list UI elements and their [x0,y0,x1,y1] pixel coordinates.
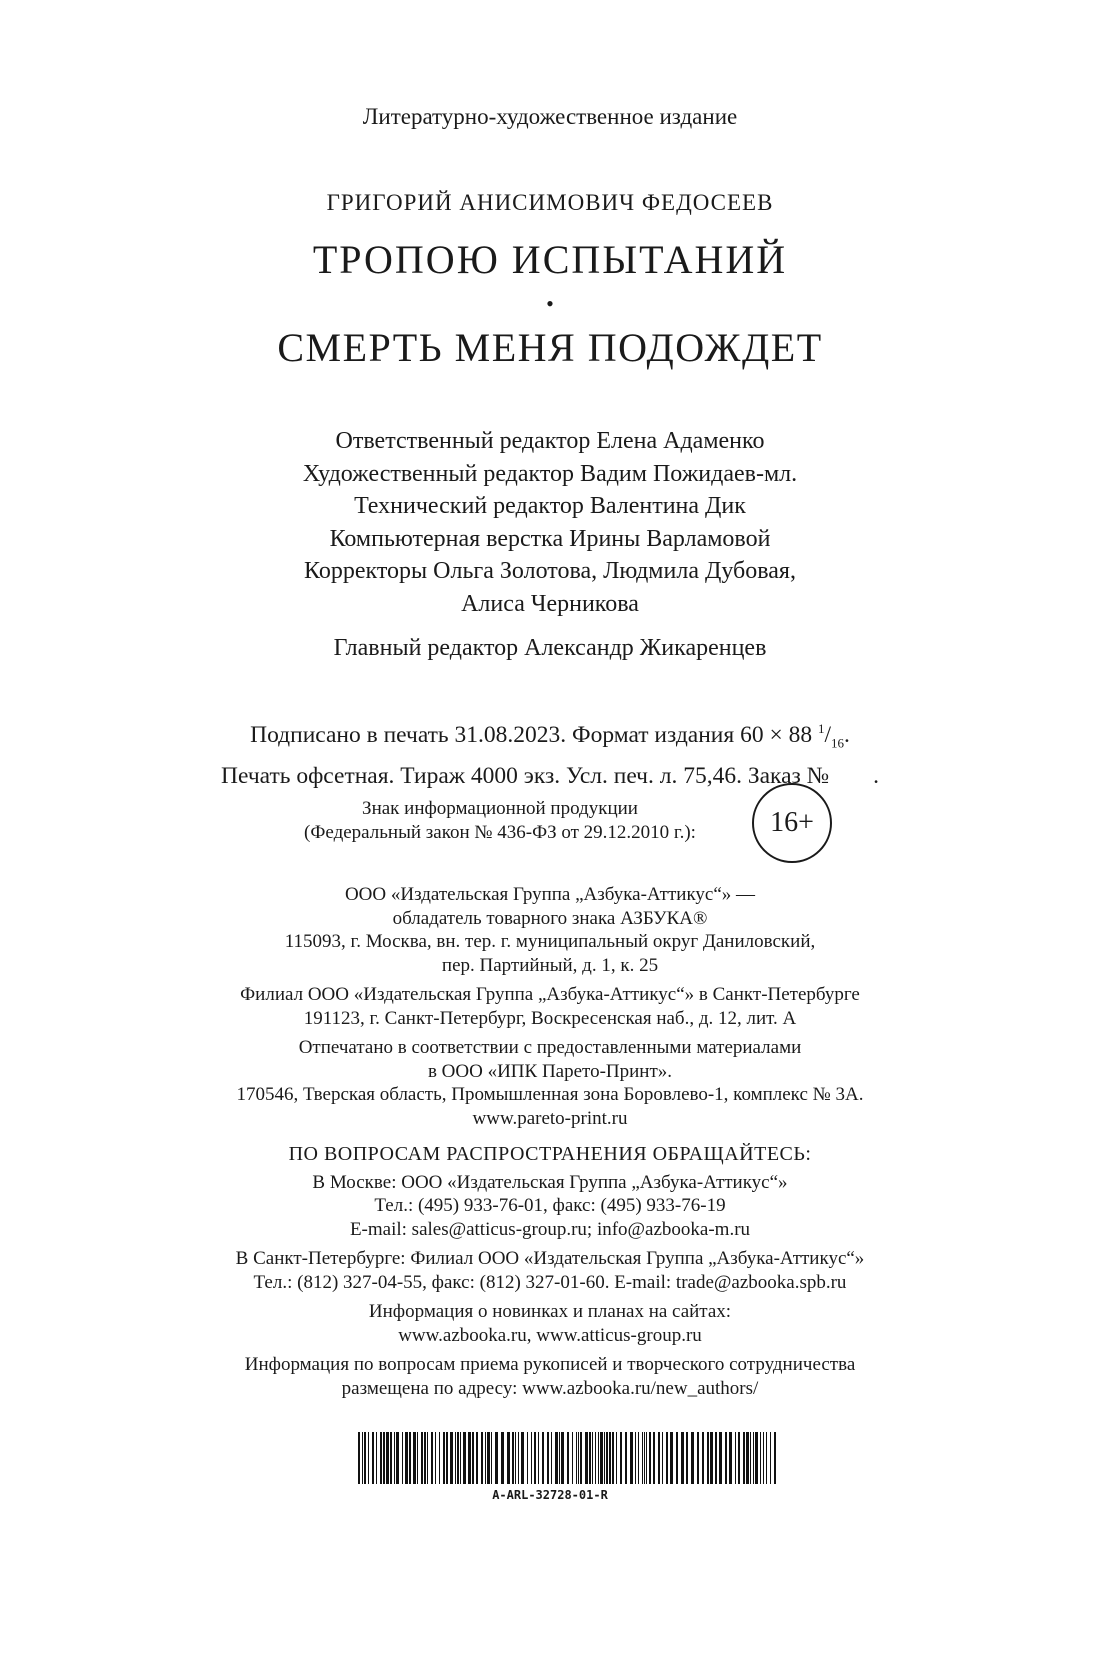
publisher-branch [0,983,1100,1030]
barcode-bar [368,1432,369,1484]
barcode-bar [681,1432,684,1484]
barcode-bar [527,1432,528,1484]
moscow-phone: Тел.: (495) 933-76-01, факс: (495) 933-76-19 [374,1195,726,1216]
publisher-name-line-1: ООО «Издательская Группа „Азбука-Аттикус“» — [344,884,756,905]
moscow-line-1: В Москве: ООО «Издательская Группа „Азбука-Аттикус“» [312,1171,788,1193]
proofreaders-line-1: Корректоры Ольга Золотова, Людмила Дубовая, [304,558,796,584]
barcode-bar [715,1432,717,1484]
art-editor: Художественный редактор Вадим Пожидаев-мл. [302,460,798,487]
barcode-bar [405,1432,408,1484]
barcode-bar [380,1432,382,1484]
age-rating-badge: 16+ [752,783,832,863]
title-first: ТРОПОЮ ИСПЫТАНИЙ [312,237,788,282]
barcode-bar [518,1432,519,1484]
barcode-bar [559,1432,560,1484]
printed-website: www.pareto-print.ru [472,1107,628,1129]
barcode-bar [487,1432,490,1484]
barcode-bar [580,1432,582,1484]
info-mark-line-2: (Федеральный закон № 436-ФЗ от 29.12.2010 г.): [304,822,696,843]
barcode-bar [770,1432,771,1484]
barcode-bar [495,1432,498,1484]
barcode-bar [658,1432,660,1484]
printing-house [0,1036,1100,1130]
barcode-bar [538,1432,539,1484]
barcode-bar [481,1432,483,1484]
print-info-line-2 [0,760,1100,792]
barcode-bar [666,1432,668,1484]
barcode-bar [592,1432,593,1484]
barcode-bar [738,1432,740,1484]
barcode-bar [625,1432,627,1484]
barcode-bar [409,1432,411,1484]
barcode-bar [598,1432,599,1484]
barcode-bar [515,1432,516,1484]
barcode-bar [394,1432,395,1484]
barcode-bar [424,1432,426,1484]
barcode-bar [620,1432,622,1484]
title-separator: • [546,291,554,316]
layout-credit: Компьютерная верстка Ирины Варламовой [329,525,771,552]
barcode-code: A-ARL-32728-01-R [492,1488,608,1502]
manuscripts-line-1: Информация по вопросам приема рукописей и творческого сотрудничества [244,1354,856,1375]
barcode-bar [460,1432,461,1484]
barcode-bar [512,1432,514,1484]
tech-editor: Технический редактор Валентина Дик [354,493,746,519]
format-denominator: 16 [830,735,844,751]
barcode-bar [755,1432,758,1484]
info-mark-line-1: Знак информационной продукции [362,798,638,819]
printed-line-1: Отпечатано в соответствии с предоставленными материалами [298,1037,802,1058]
barcode-bar [457,1432,459,1484]
barcode-bar [364,1432,366,1484]
printed-line-2: в ООО «ИПК Парето-Принт». [427,1060,673,1082]
barcode-bar [472,1432,474,1484]
barcode-bar [729,1432,732,1484]
barcode-bar [604,1432,605,1484]
barcode-bar [746,1432,749,1484]
news-websites: www.azbooka.ru, www.atticus-group.ru [398,1324,702,1346]
barcode-bar [431,1432,433,1484]
printed-line-3: 170546, Тверская область, Промышленная зона Боровлево-1, комплекс № 3А. [236,1084,864,1105]
barcode-bar [417,1432,418,1484]
print-info-line-1 [0,713,1100,760]
barcode-bar [551,1432,552,1484]
publisher-block [0,883,1100,1136]
barcode-bar [750,1432,751,1484]
barcode-bar [501,1432,504,1484]
barcode-bar [421,1432,423,1484]
barcode-bar [463,1432,466,1484]
barcode-bar [386,1432,389,1484]
barcode-bar [455,1432,456,1484]
moscow-contacts [0,1171,1100,1242]
responsible-editor: Ответственный редактор Елена Адаменко [335,428,765,454]
news-line-1: Информация о новинках и планах на сайтах: [368,1301,732,1322]
publisher-address-line-1: 115093, г. Москва, вн. тер. г. муниципальный округ Даниловский, [284,931,816,952]
barcode-bar [435,1432,436,1484]
barcode-bar [531,1432,532,1484]
publisher-name-line-2: обладатель товарного знака АЗБУКА® [392,907,708,929]
format-numerator: 1 [817,721,825,736]
barcode-bar [443,1432,445,1484]
barcode-bar [542,1432,544,1484]
format-slash: / [824,721,831,748]
barcode-bar [735,1432,736,1484]
publisher-address-line-2: пер. Партийный, д. 1, к. 25 [441,954,659,976]
branch-line-1: Филиал ООО «Издательская Группа „Азбука-Аттикус“» в Санкт-Петербурге [240,984,860,1005]
barcode-bar [653,1432,655,1484]
distribution-heading: ПО ВОПРОСАМ РАСПРОСТРАНЕНИЯ ОБРАЩАЙТЕСЬ: [288,1143,812,1165]
credits-block [0,425,1100,665]
barcode-bar [567,1432,569,1484]
barcode-bar [644,1432,645,1484]
barcode-bar [760,1432,761,1484]
barcode-bar [450,1432,453,1484]
print-run-order: Печать офсетная. Тираж 4000 экз. Усл. печ. л. 75,46. Заказ № [221,762,830,789]
barcode-bar [358,1432,360,1484]
manuscripts-info [0,1353,1100,1400]
news-info [0,1300,1100,1347]
barcode-bar [561,1432,564,1484]
barcode-bar [595,1432,596,1484]
barcode-bar [662,1432,663,1484]
barcode-bar [707,1432,709,1484]
barcode-bar [774,1432,776,1484]
edition-type: Литературно-художественное издание [362,104,738,129]
manuscripts-line-2: размещена по адресу: www.azbooka.ru/new_authors/ [341,1377,759,1399]
barcode-bar [555,1432,558,1484]
distribution-block [0,1143,1100,1406]
barcode-bar [476,1432,478,1484]
barcode-bar [485,1432,486,1484]
barcode-bar [427,1432,428,1484]
barcode-bar [616,1432,617,1484]
barcode-bar [753,1432,754,1484]
barcode-bar [743,1432,745,1484]
barcode-bar [507,1432,510,1484]
barcode-bar [439,1432,440,1484]
spb-phone-email: Тел.: (812) 327-04-55, факс: (812) 327-01-60. E-mail: trade@azbooka.spb.ru [253,1271,847,1293]
barcode-bar [534,1432,536,1484]
barcode-bar [606,1432,608,1484]
print-line-1-end: . [843,721,850,748]
print-info [0,713,1100,792]
barcode-bar [686,1432,688,1484]
barcode-bar [702,1432,704,1484]
barcode-bar [670,1432,673,1484]
barcode-bar [766,1432,767,1484]
barcode-bar [676,1432,678,1484]
barcode-bar [638,1432,639,1484]
proofreaders-line-2: Алиса Черникова [461,590,639,617]
barcode-bar [589,1432,591,1484]
author-name: ГРИГОРИЙ АНИСИМОВИЧ ФЕДОСЕЕВ [326,190,774,215]
barcode-image [358,1432,778,1484]
barcode-bar [649,1432,651,1484]
barcode-bar [710,1432,713,1484]
barcode-bar [691,1432,694,1484]
barcode-bar [372,1432,374,1484]
barcode-bar [719,1432,722,1484]
barcode-bar [725,1432,727,1484]
barcode-bar [646,1432,647,1484]
barcode-bar [413,1432,416,1484]
chief-editor: Главный редактор Александр Жикаренцев [333,635,767,661]
barcode-bar [547,1432,549,1484]
barcode-bar [635,1432,636,1484]
barcode-bar [383,1432,385,1484]
spb-contacts [0,1247,1100,1294]
branch-line-2: 191123, г. Санкт-Петербург, Воскресенская наб., д. 12, лит. А [303,1007,797,1029]
barcode-bar [491,1432,492,1484]
title-second: СМЕРТЬ МЕНЯ ПОДОЖДЕТ [277,325,823,370]
barcode-bar [763,1432,764,1484]
barcode-bar [600,1432,603,1484]
barcode-bar [468,1432,471,1484]
spb-line-1: В Санкт-Петербурге: Филиал ООО «Издательская Группа „Азбука-Аттикус“» [235,1248,865,1269]
barcode-bar [402,1432,403,1484]
print-date-format: Подписано в печать 31.08.2023. Формат издания 60 × 88 [250,721,818,748]
print-line-2-end: . [873,762,879,789]
barcode-bar [390,1432,392,1484]
barcode-bar [576,1432,577,1484]
barcode-bar [376,1432,377,1484]
barcode-bar [697,1432,699,1484]
moscow-email: E-mail: sales@atticus-group.ru; info@azbooka-m.ru [349,1218,751,1240]
barcode-bar [396,1432,399,1484]
barcode-bar [578,1432,579,1484]
publisher-name [0,883,1100,977]
info-product-mark [280,797,720,845]
barcode-bar [572,1432,573,1484]
barcode-bar [612,1432,614,1484]
barcode-bar [609,1432,611,1484]
barcode-bar [446,1432,448,1484]
barcode-bar [642,1432,643,1484]
barcode-bar [630,1432,633,1484]
barcode-bar [585,1432,588,1484]
barcode-bar [362,1432,363,1484]
barcode-bar [521,1432,524,1484]
